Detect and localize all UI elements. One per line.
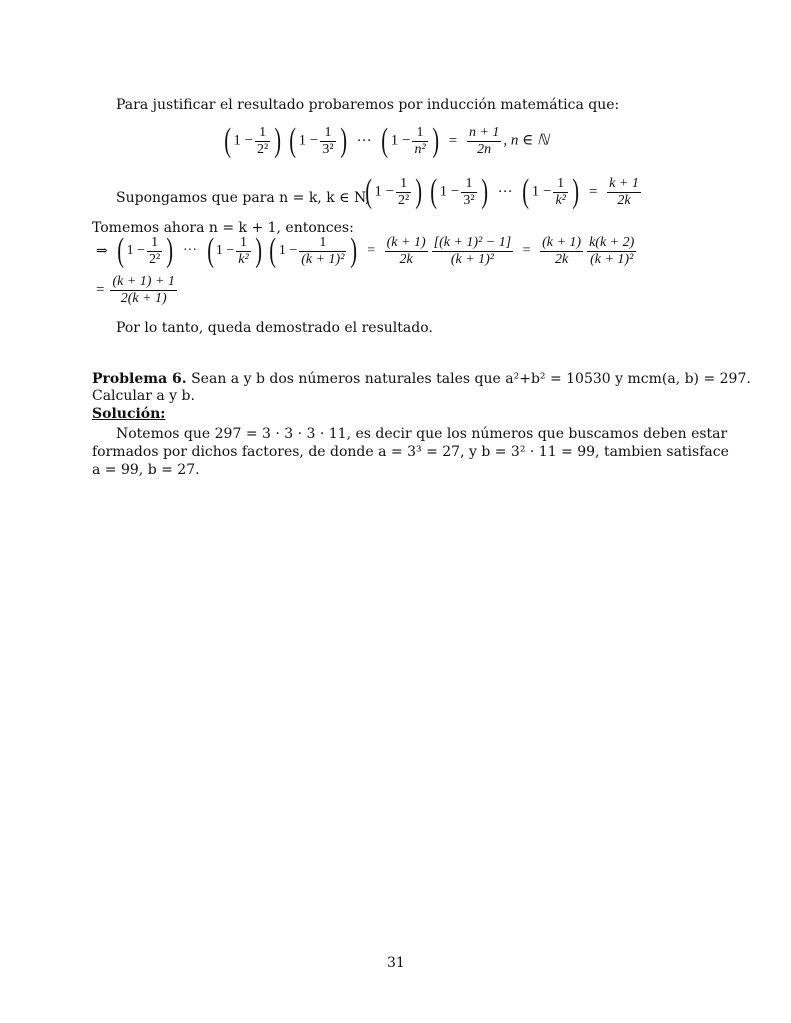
equation-4: = $\frac{(k + 1) + 1}{2(k + 1)}$ xyxy=(96,274,175,306)
equation-2: ( 1 − $\frac{1}{\text{2²}}$ ) ( 1 − $\frac{1}{\text{3²}}$ ) ··· ( 1 − $\frac{1}{\text{k²}}$ ) = $\frac{k + 1}{2k}$ xyxy=(365,173,639,210)
intro-text: Para justificar el resultado probaremos por inducción matemática que: xyxy=(116,97,620,113)
conclusion-text: Por lo tanto, queda demostrado el resultado. xyxy=(116,320,433,336)
solution-label: Solución: xyxy=(92,406,166,422)
solution-line-2: formados por dichos factores, de donde a = 3³ = 27, y b = 3² · 11 = 99, tambien satisface xyxy=(92,444,729,460)
page-number: 31 xyxy=(387,955,405,971)
equation-3: ⇒ ( 1 − $\frac{1}{\text{2²}}$ ) ··· ( 1 − $\frac{1}{\text{k²}}$ ) ( 1 − $\frac{1}{\text{(k + 1)²}}$ ) = $\frac{(k + 1)}{2k}$ $\frac{\text{[(k + 1)² − 1]}}{\text{(k + 1)²}}$ = $\frac{(k + 1)}{2k}$ $\frac{k(k + 2)}{\text{(k + 1)²}}$ xyxy=(96,232,635,269)
problem-line-1: Sean a y b dos números naturales tales que a²+b² = 10530 y mcm(a, b) = 297. xyxy=(191,371,751,387)
problem-line-2: Calcular a y b. xyxy=(92,388,195,404)
equation-1: ( 1 − $\frac{1}{\text{2²}}$ ) ( 1 − $\frac{1}{\text{3²}}$ ) ··· ( 1 − $\frac{1}{\text{n²}}$ ) = $\frac{n + 1}{2n}$ , n ∈ ℕ xyxy=(224,122,550,159)
hypothesis-text: Supongamos que para n = k, k ∈ N, xyxy=(116,190,370,206)
solution-line-1: Notemos que 297 = 3 · 3 · 3 · 11, es decir que los números que buscamos deben estar xyxy=(116,426,728,442)
problem-label: Problema 6. xyxy=(92,371,187,387)
problem-statement xyxy=(92,371,751,388)
solution-line-3: a = 99, b = 27. xyxy=(92,462,200,478)
step-text: Tomemos ahora n = k + 1, entonces: xyxy=(92,220,354,236)
